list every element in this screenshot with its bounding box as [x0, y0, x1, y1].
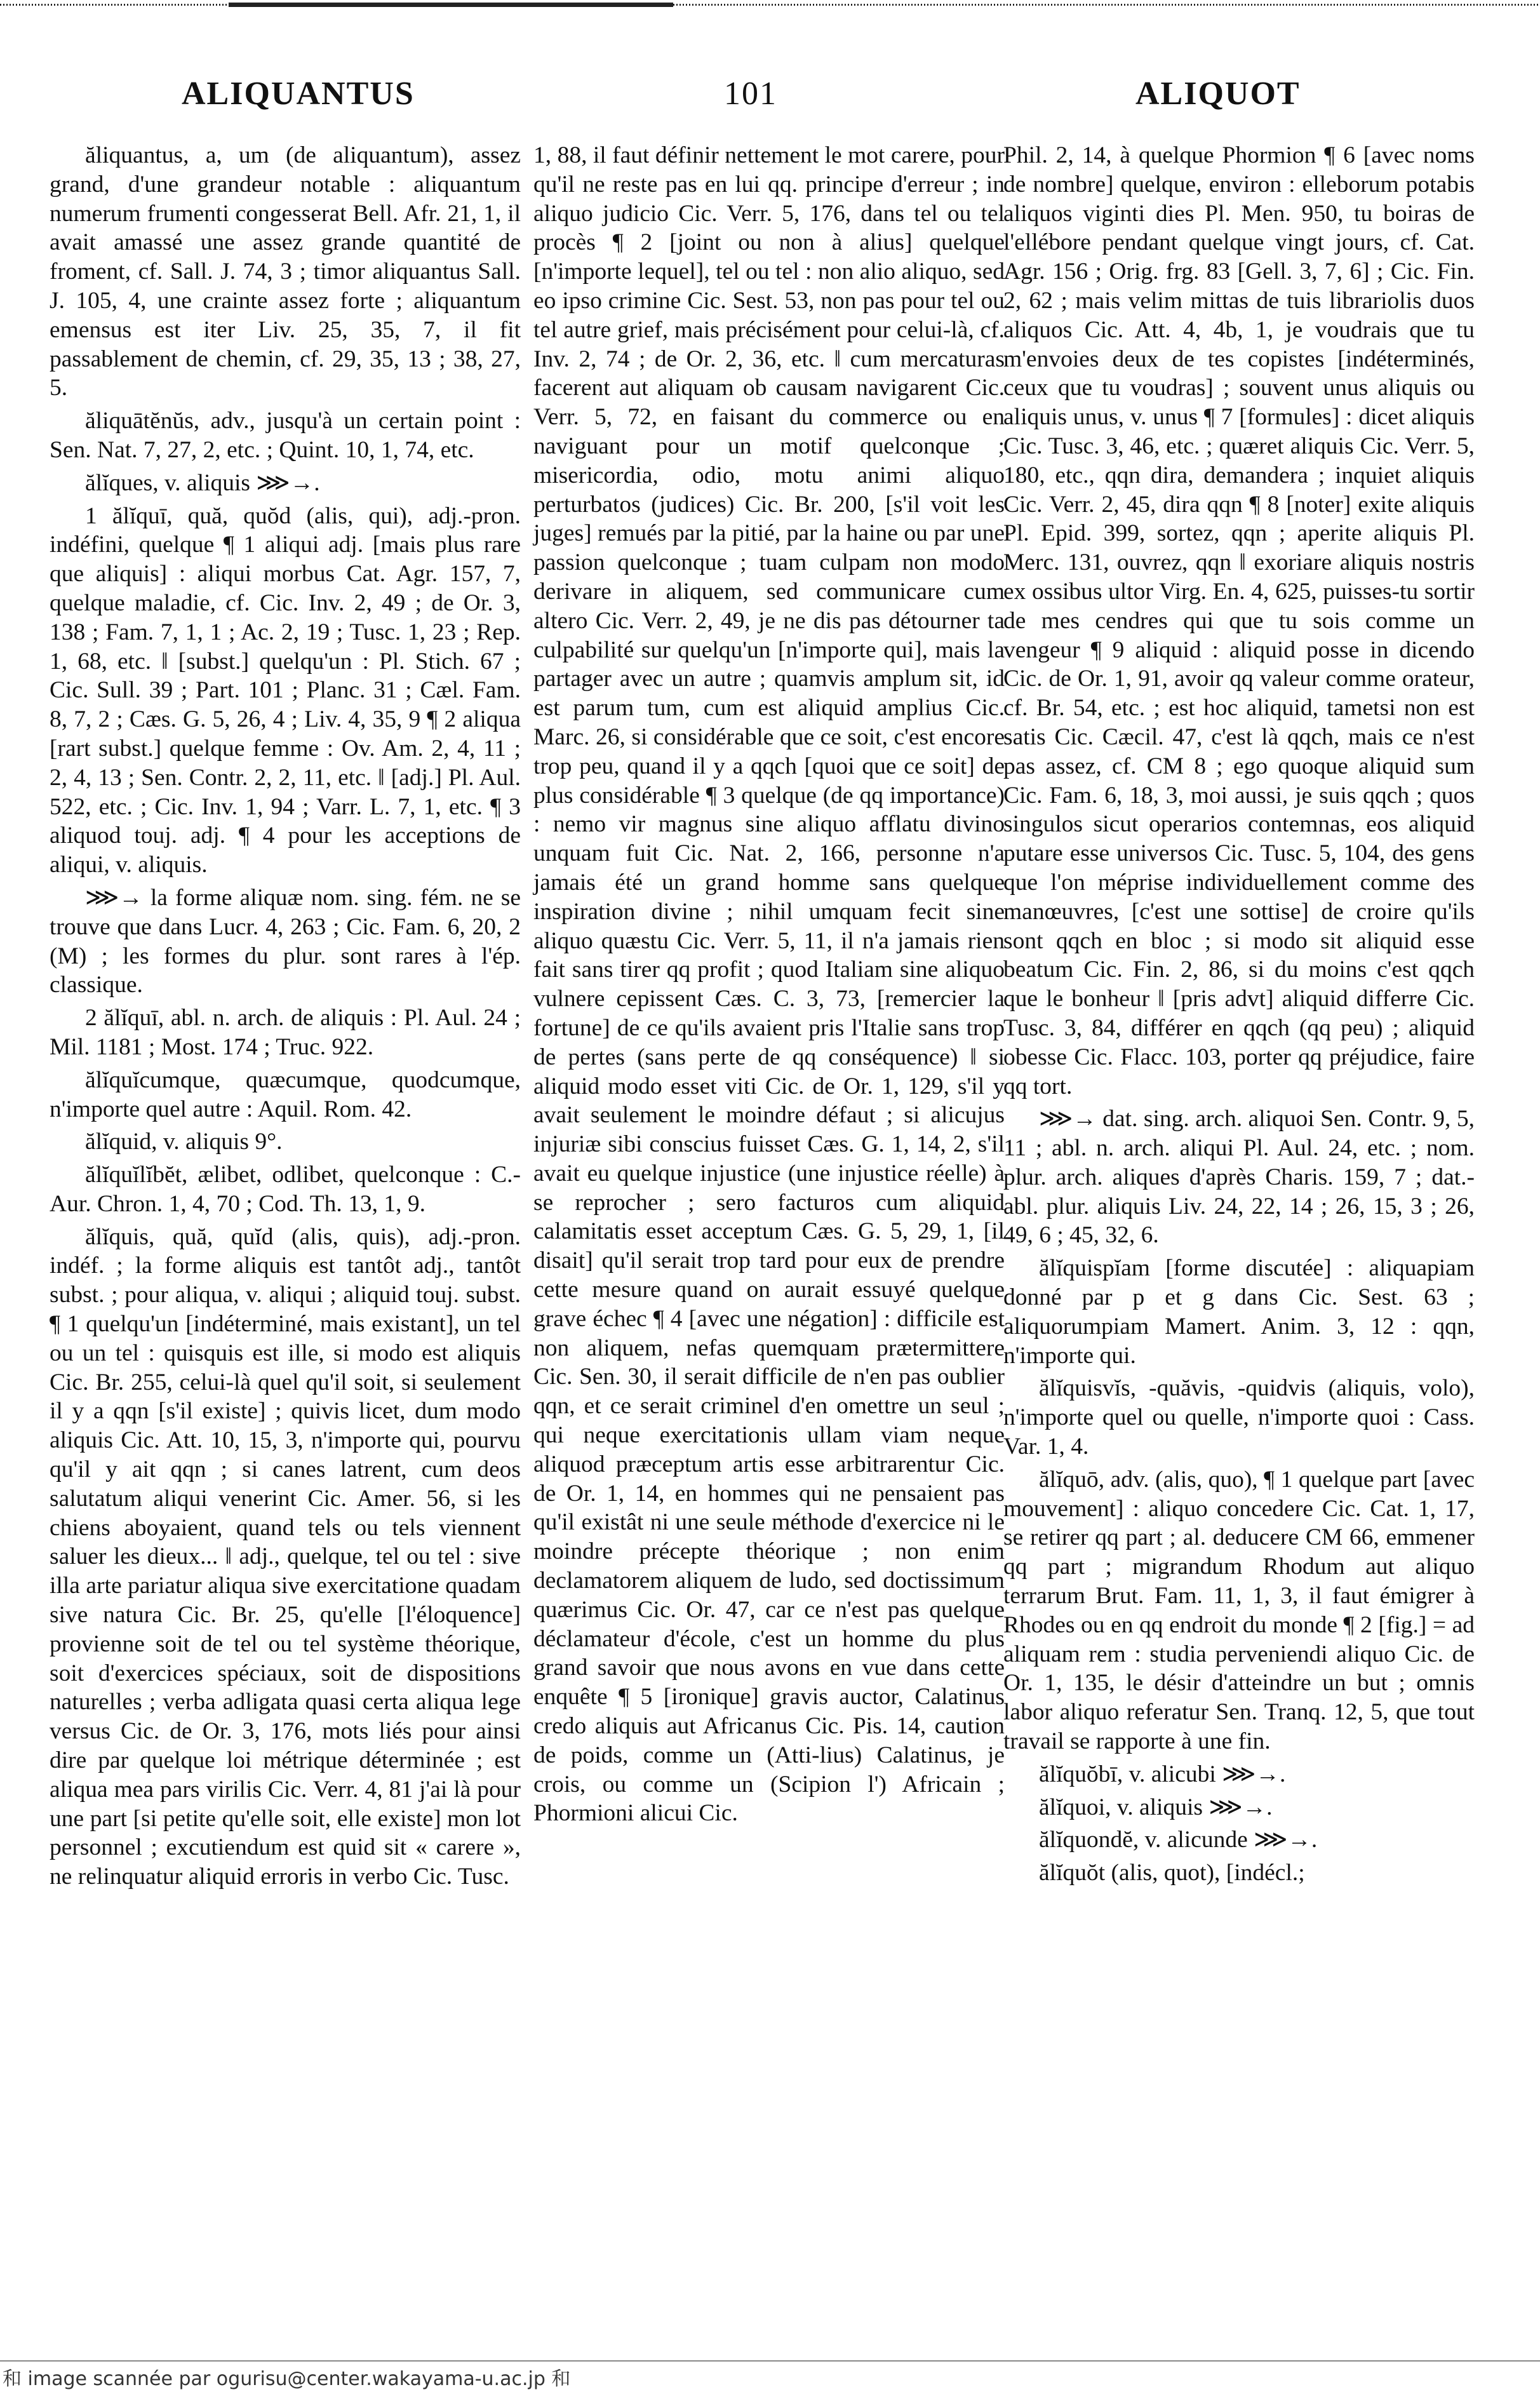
running-head-right: ALIQUOT — [1135, 76, 1301, 112]
entry-aliquantus: ăliquantus, a, um (de aliquantum), assez grand, d'une grandeur notable : aliquantum numerum frumenti congesserat Bell. Afr. 21, 1, il avait amassé une assez grande quantité de froment, cf. Sall. J. 74, 3 ; timor aliquantus Sall. J. 105, 4, une crainte assez forte ; aliquantum emensus est iter Liv. 25, 35, 7, il fit passablement de chemin, cf. 29, 35, 13 ; 38, 27, 5. — [50, 142, 521, 401]
entry-aliquid: ălĭquid, v. aliquis 9°. — [85, 1129, 283, 1155]
page-number: 101 — [724, 76, 777, 112]
entry-aliquilibet: ălĭquĭlĭbĕt, ælibet, odlibet, quelconque : C.-Aur. Chron. 1, 4, 70 ; Cod. Th. 13, 1, 9. — [50, 1162, 521, 1217]
running-head-left: ALIQUANTUS — [182, 76, 415, 112]
entry-aliqui-2: 2 ălĭquī, abl. n. arch. de aliquis : Pl. Aul. 24 ; Mil. 1181 ; Most. 174 ; Truc. 922. — [50, 1005, 521, 1060]
scan-credit — [0, 2363, 1540, 2391]
entry-aliquispiam: ălĭquispĭam [forme discutée] : aliquapiam donné par p et g dans Cic. Sest. 63 ; aliquorumpiam Mamert. Anim. 3, 12 : qqn, n'importe qui. — [1003, 1255, 1475, 1369]
entry-aliquisvis: ălĭquisvĭs, -quăvis, -quidvis (aliquis, volo), n'importe quel ou quelle, n'importe quoi : Cass. Var. 1, 4. — [1003, 1375, 1475, 1460]
entry-aliquis-continued-2: Phil. 2, 14, à quelque Phormion ¶ 6 [avec noms de nombre] quelque, environ : elleborum potabis aliquos viginti dies Pl. Men. 950, tu boiras de l'ellébore pendant quelque vingt jours, cf. Cat. Agr. 156 ; Orig. frg. 83 [Gell. 3, 7, 6] ; Cic. Fin. 2, 62 ; mais velim mittas de tuis librariolis duos aliquos Cic. Att. 4, 4b, 1, je voudrais que tu m'envoies deux de tes copistes [indéterminés, ceux que tu voudras] ; souvent unus aliquis ou aliquis unus, v. unus ¶ 7 [formules] : dicet aliquis Cic. Tusc. 3, 46, etc. ; quæret aliquis Cic. Verr. 5, 180, etc., qqn dira, demandera ; inquiet aliquis Cic. Verr. 2, 45, dira qqn ¶ 8 [noter] exite aliquis Pl. Epid. 399, sortez, qqn ; aperite aliquis Pl. Merc. 131, ouvrez, qqn ‖ exoriare aliquis nostris ex ossibus ultor Virg. En. 4, 625, puisses-tu sortir de mes cendres qui que tu sois comme un vengeur ¶ 9 aliquid : aliquid posse in dicendo Cic. de Or. 1, 91, avoir qq valeur comme orateur, cf. Br. 54, etc. ; est hoc aliquid, tametsi non est satis Cic. Cæcil. 47, c'est là qqch, mais ce n'est pas assez, cf. CM 8 ; ego quoque aliquid sum Cic. Fam. 6, 18, 3, moi aussi, je suis qqch ; quos singulos sicut operarios contemnas, eos aliquid putare esse universos Cic. Tusc. 5, 104, des gens que l'on méprise individuellement comme des manœuvres, [c'est une sottise] de croire qu'ils sont qqch en bloc ; si modo sit aliquid esse beatum Cic. Fin. 2, 86, si du moins c'est qqch que le bonheur ‖ [pris advt] aliquid differre Cic. Tusc. 3, 84, différer en qqch (qq peu) ; aliquid obesse Cic. Flacc. 103, porter qq préjudice, faire qq tort. — [1003, 142, 1475, 1099]
entry-aliquicumque: ălĭquĭcumque, quæcumque, quodcumque, n'importe quel autre : Aquil. Rom. 42. — [50, 1066, 521, 1122]
entry-aliqui-1: 1 ălĭquī, quă, quŏd (alis, qui), adj.-pron. indéfini, quelque ¶ 1 aliqui adj. [mais plus rare que aliquis] : aliqui morbus Cat. Agr. 157, 7, quelque maladie, cf. Cic. Inv. 2, 49 ; de Or. 3, 138 ; Fam. 7, 1, 1 ; Ac. 2, 19 ; Tusc. 1, 23 ; Rep. 1, 68, etc. ‖ [subst.] quelqu'un : Pl. Stich. 67 ; Cic. Sull. 39 ; Part. 101 ; Planc. 31 ; Cæl. Fam. 8, 7, 2 ; Cæs. G. 5, 26, 4 ; Liv. 4, 35, 9 ¶ 2 aliqua [rart subst.] quelque femme : Ov. Am. 2, 4, 11 ; 2, 4, 13 ; Sen. Contr. 2, 2, 11, etc. ‖ [adj.] Pl. Aul. 522, etc. ; Cic. Inv. 1, 94 ; Varr. L. 7, 1, etc. ¶ 3 aliquod touj. adj. ¶ 4 pour les acceptions de aliqui, v. aliquis. — [50, 502, 521, 878]
column-3 — [1003, 141, 1475, 1892]
entry-aliquoi: ălĭquoi, v. aliquis ⋙→. — [1039, 1794, 1273, 1820]
entry-aliquis-note: ⋙→ dat. sing. arch. aliquoi Sen. Contr. 9, 5, 11 ; abl. n. arch. aliqui Pl. Aul. 24, etc. ; nom. plur. arch. aliques d'après Charis. 159, 7 ; dat.-abl. plur. aliquis Liv. 24, 22, 14 ; 26, 15, 3 ; 26, 49, 6 ; 45, 32, 6. — [1003, 1106, 1475, 1249]
footer-rule — [0, 2360, 1540, 2362]
entry-aliquo: ălĭquō, adv. (alis, quo), ¶ 1 quelque part [avec mouvement] : aliquo concedere Cic. Cat. 1, 17, se retirer qq part ; al. deducere CM 66, emmener qq part ; migrandum Rhodum aut aliquo terrarum Brut. Fam. 11, 1, 3, il faut émigrer à Rhodes ou en qq endroit du monde ¶ 2 [fig.] = ad aliquam rem : studia perveniendi aliquo Cic. de Or. 1, 135, le désir d'atteindre un but ; omnis labor aliquo referatur Sen. Tranq. 12, 5, que tout travail se rapporte à une fin. — [1003, 1466, 1475, 1755]
entry-aliques: ălĭques, v. aliquis ⋙→. — [85, 469, 320, 496]
top-rule-dash — [229, 3, 673, 7]
entry-aliquobi: ălĭquŏbī, v. alicubi ⋙→. — [1039, 1761, 1286, 1787]
scan-credit-text: 和 image scannée par ogurisu@center.wakayama-u.ac.jp 和 — [3, 2368, 571, 2390]
entry-aliquonde: ălĭquondĕ, v. alicunde ⋙→. — [1039, 1827, 1318, 1853]
column-1 — [50, 141, 521, 1895]
entry-aliquatenus: ăliquātĕnŭs, adv., jusqu'à un certain point : Sen. Nat. 7, 27, 2, etc. ; Quint. 10, 1, 74, etc. — [50, 408, 521, 463]
entry-aliquis-continued: 1, 88, il faut définir nettement le mot carere, pour qu'il ne reste pas en lui qq. principe d'erreur ; in aliquo judicio Cic. Verr. 5, 176, dans tel ou tel procès ¶ 2 [joint ou non à alius] quelque [n'importe lequel], tel ou tel : non alio aliquo, sed eo ipso crimine Cic. Sest. 53, non pas pour tel ou tel autre grief, mais précisément pour celui-là, cf. Inv. 2, 74 ; de Or. 2, 36, etc. ‖ cum mercaturas facerent aut aliquam ob causam navigarent Cic. Verr. 5, 72, en faisant du commerce ou en naviguant pour un motif quelconque ; misericordia, odio, motu animi aliquo perturbatos (judices) Cic. Br. 200, [s'il voit les juges] remués par la pitié, par la haine ou par une passion quelconque ; tuam culpam non modo derivare in aliquem, sed communicare cum altero Cic. Verr. 2, 49, je ne dis pas détourner ta culpabilité sur quelqu'un [n'importe qui], mais la partager avec un autre ; quamvis amplum sit, id est parum tum, cum est aliquid amplius Cic. Marc. 26, si considérable que ce soit, c'est encore trop peu, quand il y a qqch [quoi que ce soit] de plus considérable ¶ 3 quelque (de qq importance) : nemo vir magnus sine aliquo afflatu divino unquam fuit Cic. Nat. 2, 166, personne n'a jamais été un grand homme sans quelque inspiration divine ; nihil umquam fecit sine aliquo quæstu Cic. Verr. 5, 11, il n'a jamais rien fait sans tirer qq profit ; quod Italiam sine aliquo vulnere cepissent Cæs. C. 3, 73, [remercier la fortune] de ce qu'ils avaient pris l'Italie sans trop de pertes (sans perte de qq conséquence) ‖ si aliquid modo esset viti Cic. de Or. 1, 129, s'il y avait seulement le moindre défaut ; si alicujus injuriæ sibi conscius fuisset Cæs. G. 1, 14, 2, s'il avait eu quelque injustice (une injustice réelle) à se reprocher ; sero facturos cum aliquid calamitatis esset acceptum Cæs. G. 5, 29, 1, [il disait] qu'il serait trop tard pour eux de prendre cette mesure quand on aurait essuyé quelque grave échec ¶ 4 [avec une négation] : difficile est non aliquem, nefas quemquam prætermittere Cic. Sen. 30, il serait difficile de n'en pas oublier qqn, et ce serait criminel d'en omettre un seul ; qui neque exercitationis ullam viam neque aliquod præceptum artis esse arbitrarentur Cic. de Or. 1, 14, en hommes qui ne pensaient pas qu'il existât ni une seule méthode d'exercice ni le moindre précepte théorique ; non enim declamatorem aliquem de ludo, sed doctissimum quærimus Cic. Or. 47, car ce n'est pas quelque déclamateur d'école, c'est un homme du plus grand savoir que nous avons en vue dans cette enquête ¶ 5 [ironique] gravis auctor, Calatinus credo aliquis aut Africanus Cic. Pis. 14, caution de poids, comme un (Atti-lius) Calatinus, je crois, ou comme un (Scipion l') Africain ; Phormioni alicui Cic. — [533, 142, 1005, 1827]
column-2 — [533, 141, 1005, 1832]
entry-aliqui-note: ⋙→ la forme aliquæ nom. sing. fém. ne se trouve que dans Lucr. 4, 263 ; Cic. Fam. 6, 20, 2 (M) ; les formes du plur. sont rares à l'ép. classique. — [50, 884, 521, 998]
entry-aliquis: ălĭquis, quă, quĭd (alis, quis), adj.-pron. indéf. ; la forme aliquis est tantôt adj., tantôt subst. ; pour aliqua, v. aliqui ; aliquid touj. subst. ¶ 1 quelqu'un [indéterminé, mais existant], un tel ou un tel : quisquis est ille, si modo est aliquis Cic. Br. 255, celui-là quel qu'il soit, si seulement il y a qqn [s'il existe] ; quivis licet, dum modo aliquis Cic. Att. 10, 15, 3, n'importe qui, pourvu qu'il y ait qqn ; si canes latrent, cum deos salutatum aliqui venerint Cic. Amer. 56, si les chiens aboyaient, quand tels ou tels viennent saluer les dieux... ‖ adj., quelque, tel ou tel : sive illa arte pariatur aliqua sive exercitatione quadam sive natura Cic. Br. 25, qu'elle [l'éloquence] provienne soit de tel ou tel système théorique, soit d'exercices spéciaux, soit de dispositions naturelles ; verba adligata quasi certa aliqua lege versus Cic. de Or. 3, 176, mots liés pour ainsi dire par quelque loi métrique déterminée ; est aliqua mea pars virilis Cic. Verr. 4, 81 j'ai là pour une part [si petite qu'elle soit, elle existe] mon lot personnel ; excutiendum est quid sit « carere », ne relinquatur aliquid erroris in verbo Cic. Tusc. — [50, 1223, 521, 1890]
entry-aliquot: ălĭquŏt (alis, quot), [indécl.; — [1039, 1860, 1305, 1886]
